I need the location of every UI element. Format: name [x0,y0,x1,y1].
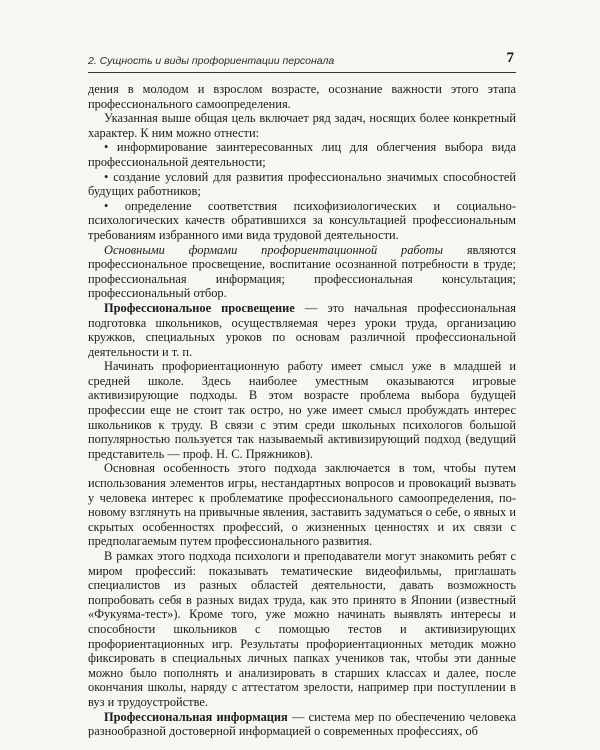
body-text [88,82,516,739]
paragraph-forms [88,243,516,301]
page-number: 7 [506,50,514,66]
forms-text: являются профессиональное просвещение, воспитание осознанной потребности в труде; профессиональная информация; профессиональная консультация; профессиональный отбор. [88,242,516,301]
running-title: 2. Сущность и виды профориентации персонала [88,55,335,67]
paragraph-school-start: Начинать профориентационную работу имеет смысл уже в младшей и средней школе. Здесь наиболее уместным оказываются игровые активизирующие подходы. В этом возрасте проблема выбора будущей профессии еще не стоит так остро, но уже имеет смысл пробуждать интерес школьников к труду. В связи с этим среди школьных психологов большой популярностью пользуется так называемый активизирующий подход (ведущий представитель — проф. Н. С. Пряжников). [88,359,516,461]
bullet-item-informing: • информирование заинтересованных лиц для облегчения выбора вида профессиональной деятельности; [88,140,516,169]
paragraph-enlightenment [88,301,516,359]
paragraph-tasks-intro: Указанная выше общая цель включает ряд задач, носящих более конкретный характер. К ним можно отнести: [88,111,516,140]
paragraph-information [88,710,516,739]
enlightenment-term: Профессиональное просвещение [104,300,295,315]
bullet-item-compliance: • определение соответствия психофизиологических и социально-психологических качеств обратившихся за консультацией профессиональным требованиям избранного ими вида трудовой деятельности. [88,198,516,242]
information-term: Профессиональная информация [104,709,288,724]
enlightenment-text: — это начальная профессиональная подготовка школьников, осуществляемая через уроки труда, организацию кружков, специальных уроков по основам различной профессиональной деятельности и т. п. [88,300,516,359]
paragraph-continuation: дения в молодом и взрослом возрасте, осознание важности этого этапа профессионального самоопределения. [88,82,516,111]
information-text: — система мер по обеспечению человека разнообразной достоверной информацией о современных профессиях, об [88,709,516,739]
paragraph-approach-feature: Основная особенность этого подхода заключается в том, чтобы путем использования элементов игры, нестандартных вопросов и провокаций вызвать у человека интерес к проблематике профессионального самоопределения, по-новому взглянуть на привычные явления, заставить задуматься о себе, о явных и скрытых особенностях профессий, о жизненных ценностях и их связи с предполагаемым путем профессионального развития. [88,461,516,549]
forms-term: Основными формами профориентационной работы [104,242,443,257]
running-header [88,52,516,73]
bullet-item-conditions: • создание условий для развития профессионально значимых способностей будущих работников; [88,169,516,199]
paragraph-approach-methods: В рамках этого подхода психологи и преподаватели могут знакомить ребят с миром профессий: показывать тематические видеофильмы, приглашать специалистов из разных областей деятельности, давать возможность попробовать себя в разных видах труда, как это принято в Японии (известный «Фукуяма-тест»). Кроме того, уже можно начинать выявлять интересы и способности школьников с помощью тестов и активизирующих профориентационных игр. Результаты профориентационных методик можно фиксировать в специальных личных папках учеников так, чтобы эти данные можно было пополнять и анализировать в старших классах и далее, после окончания школы, наряду с аттестатом зрелости, например при поступлении в вуз и трудоустройстве. [88,549,516,709]
